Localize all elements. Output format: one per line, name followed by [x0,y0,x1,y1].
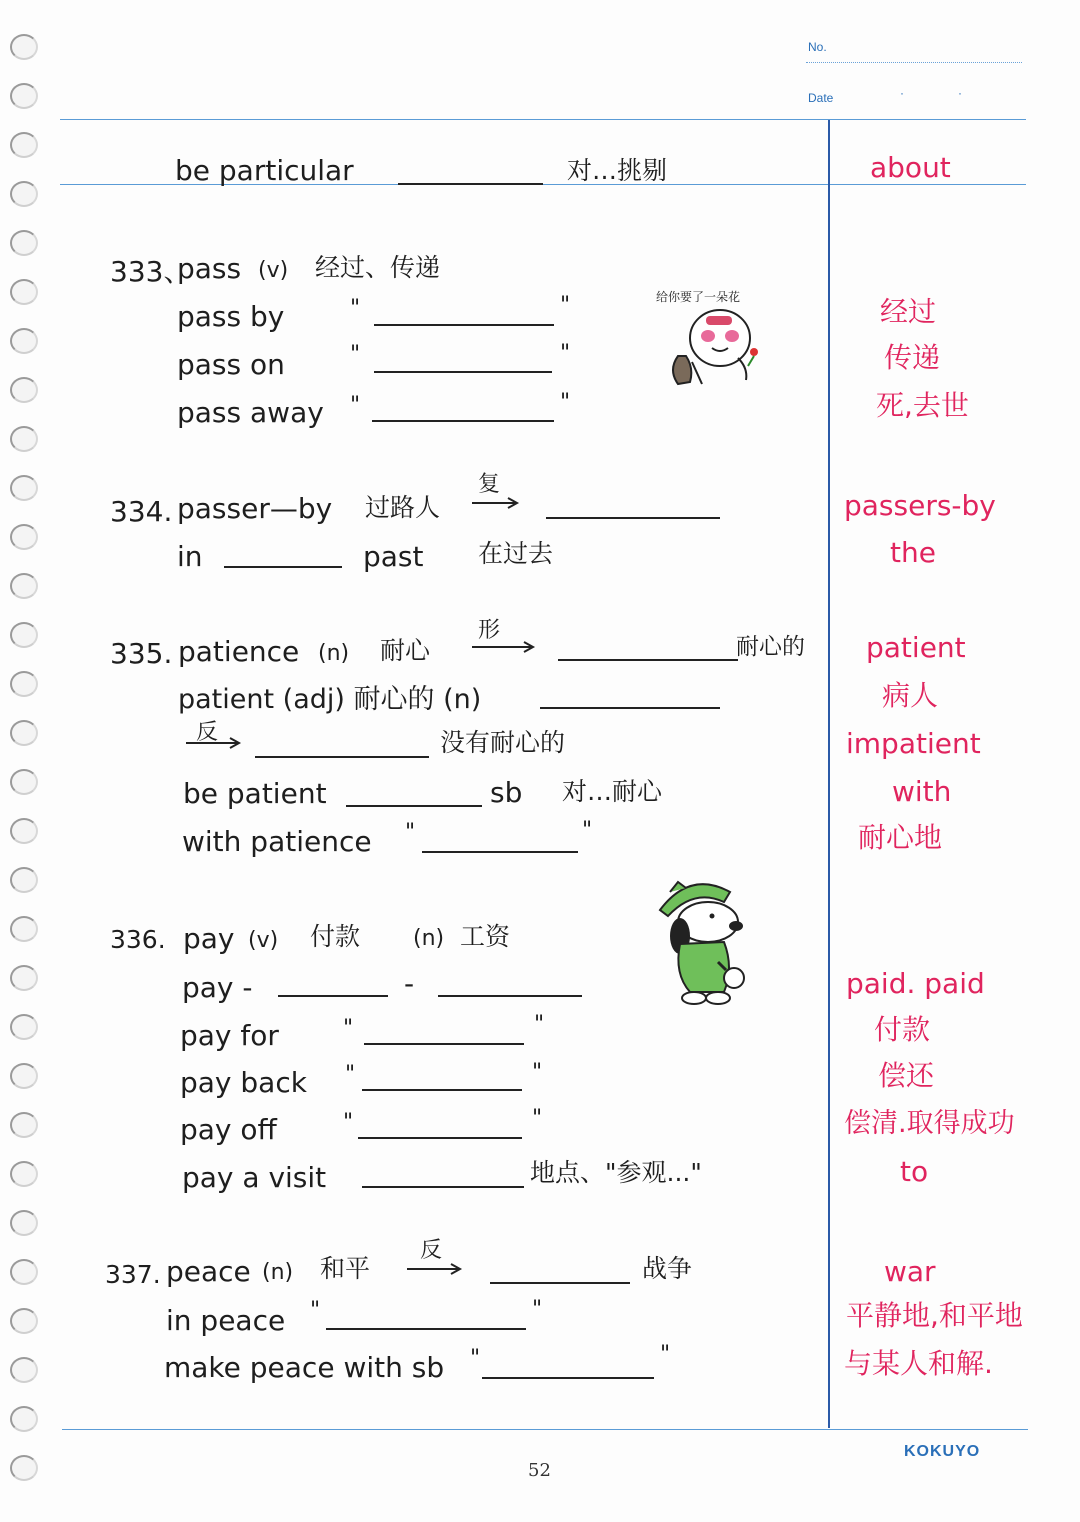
answer-pass-by: 经过 [880,295,937,328]
answer-the: the [890,536,936,569]
entry-333-meaning: 经过、传递 [315,253,441,282]
phrase-be-particular: be particular [175,154,354,187]
quote-close: " [534,1012,545,1037]
blank-pay-back [362,1089,522,1091]
entry-336-word: pay [183,922,235,955]
blank-opp [255,756,429,758]
arrow-label-opp: 反 [196,720,219,745]
opp-meaning: 没有耐心的 [440,728,566,757]
blank-pass-on [374,371,552,373]
adj-meaning: 耐心的 [736,634,805,660]
entry-335-meaning: 耐心 [380,636,431,665]
brand-logo: KOKUYO [904,1443,981,1460]
binder-hole [10,524,38,550]
word-past: past [363,540,424,573]
phrase-in-peace: in peace [166,1304,286,1337]
blank-in-peace [326,1328,526,1330]
blank-past-tense [278,995,388,997]
entry-333-pos: (v) [258,258,289,283]
arrow-label-adj: 形 [478,618,501,643]
quote-close: " [560,390,571,415]
right-arrow-icon [405,1262,463,1276]
entry-336-number: 336. [110,925,166,954]
binder-hole [10,1259,38,1285]
binder-hole [10,671,38,697]
no-label: No. [808,40,827,54]
entry-333-word: pass [177,252,242,285]
no-dotted-line [806,62,1022,63]
answer-margin-line [828,120,830,1428]
blank-pass-by [374,324,554,326]
meaning-particular: 对…挑剔 [567,156,668,185]
binder-hole [10,769,38,795]
blank-pass-away [372,420,554,422]
blank-patient-n [540,707,720,709]
top-rule [60,119,1026,120]
blank-the [224,566,342,568]
quote-close: " [532,1297,543,1322]
binder-hole [10,622,38,648]
entry-337-number: 337. [105,1260,161,1289]
binder-hole [10,573,38,599]
phrase-make-peace: make peace with sb [164,1351,445,1384]
answer-pass-on: 传递 [884,341,941,374]
entry-337-pos: (n) [262,1260,294,1285]
entry-336-pos-v: (v) [248,928,279,953]
binder-hole [10,279,38,305]
phrase-pass-by: pass by [177,300,285,333]
binder-hole [10,132,38,158]
entry-336-pos-n: (n) [413,926,445,951]
snoopy-detective-icon [650,870,760,1010]
binder-hole [10,818,38,844]
answer-with: with [892,775,952,808]
entry-333-number: 333、 [110,255,192,288]
answer-pay-off: 偿清.取得成功 [844,1108,1015,1139]
blank-adj [558,659,738,661]
quote-close: " [582,818,593,843]
binder-hole [10,83,38,109]
entry-334-word: passer—by [177,492,333,525]
quote-open: " [343,1016,354,1041]
quote-close: " [560,341,571,366]
quote-open: " [345,1062,356,1087]
blank-plural [546,517,720,519]
blank-particular [398,183,543,185]
word-in: in [177,540,203,573]
blank-with-patience [422,851,578,853]
phrase-pay-a-visit: pay a visit [182,1161,327,1194]
phrase-pay-for: pay for [180,1019,279,1052]
quote-open: " [470,1346,481,1371]
binder-hole [10,34,38,60]
binder-hole [10,230,38,256]
blank-pay-for [364,1043,524,1045]
binder-hole [10,377,38,403]
patient-line: patient (adj) 耐心的 (n) [178,684,482,715]
quote-open: " [405,820,416,845]
binder-hole [10,328,38,354]
binder-hole [10,867,38,893]
be-patient-meaning: 对…耐心 [562,777,663,806]
answer-pay-a-visit: to [900,1155,929,1188]
arrow-label-opp-peace: 反 [420,1238,443,1263]
page-number: 52 [528,1460,551,1481]
phrase-pay-off: pay off [180,1113,277,1146]
quote-open: " [343,1110,354,1135]
binder-hole [10,965,38,991]
word-sb: sb [490,776,523,809]
binder-hole [10,720,38,746]
entry-337-word: peace [166,1255,251,1288]
answer-opp: impatient [846,727,981,760]
answer-opp-peace: war [884,1255,936,1288]
binder-hole [10,426,38,452]
right-arrow-icon [470,640,536,654]
pay-a-visit-suffix: 地点、"参观..." [530,1158,702,1187]
date-dot-1: · [900,86,904,100]
date-dot-2: · [958,86,962,100]
pay-forms-label: pay - [182,971,253,1004]
phrase-pass-away: pass away [177,396,324,429]
quote-close: " [532,1060,543,1085]
answer-pay-for: 付款 [874,1013,931,1046]
quote-open: " [310,1298,321,1323]
binder-hole [10,1161,38,1187]
phrase-with-patience: with patience [182,825,372,858]
cartoon-flower-icon [662,300,772,390]
binder-hole [10,1210,38,1236]
phrase-pass-on: pass on [177,348,285,381]
bottom-rule [62,1429,1028,1430]
binder-holes [10,34,40,1494]
binder-hole [10,181,38,207]
entry-335-pos: (n) [318,641,350,666]
answer-make-peace: 与某人和解. [844,1347,993,1380]
binder-hole [10,1357,38,1383]
binder-hole [10,1063,38,1089]
binder-hole [10,1014,38,1040]
quote-close: " [532,1106,543,1131]
blank-make-peace [482,1377,654,1379]
date-label: Date [808,91,834,105]
meaning-in-the-past: 在过去 [478,539,554,568]
right-arrow-icon [470,496,520,510]
binder-hole [10,916,38,942]
arrow-label-plural: 复 [478,472,501,497]
blank-pay-a-visit [362,1186,524,1188]
binder-hole [10,1406,38,1432]
forms-dash: - [404,967,415,1000]
blank-opp-peace [490,1282,630,1284]
entry-336-meaning-n: 工资 [460,922,511,951]
quote-open: " [350,296,361,321]
blank-pay-off [358,1137,522,1139]
answer-pay-back: 偿还 [878,1059,935,1092]
quote-close: " [660,1342,671,1367]
quote-open: " [350,393,361,418]
entry-335-number: 335. [110,637,173,670]
entry-334-meaning: 过路人 [365,493,441,522]
answer-pay-forms: paid. paid [846,967,985,1000]
answer-particular: about [870,151,951,184]
sticker-caption: 给你要了一朵花 [656,290,741,304]
blank-be-patient [346,805,482,807]
binder-hole [10,1112,38,1138]
binder-hole [10,1308,38,1334]
answer-adj: patient [866,631,966,664]
opp-peace-meaning: 战争 [642,1254,693,1283]
answer-with-patience: 耐心地 [858,821,943,854]
blank-past-participle [438,995,582,997]
right-arrow-icon [184,736,242,750]
phrase-be-patient: be patient [183,777,327,810]
answer-plural: passers-by [844,489,996,522]
binder-hole [10,1455,38,1481]
entry-334-number: 334. [110,495,173,528]
entry-336-meaning-v: 付款 [310,922,361,951]
answer-in-peace: 平静地,和平地 [846,1299,1023,1332]
quote-open: " [350,342,361,367]
entry-337-meaning: 和平 [320,1254,371,1283]
phrase-pay-back: pay back [180,1066,307,1099]
entry-335-word: patience [178,635,300,668]
answer-patient-n: 病人 [882,679,939,712]
quote-close: " [560,293,571,318]
answer-pass-away: 死,去世 [876,389,969,422]
binder-hole [10,475,38,501]
